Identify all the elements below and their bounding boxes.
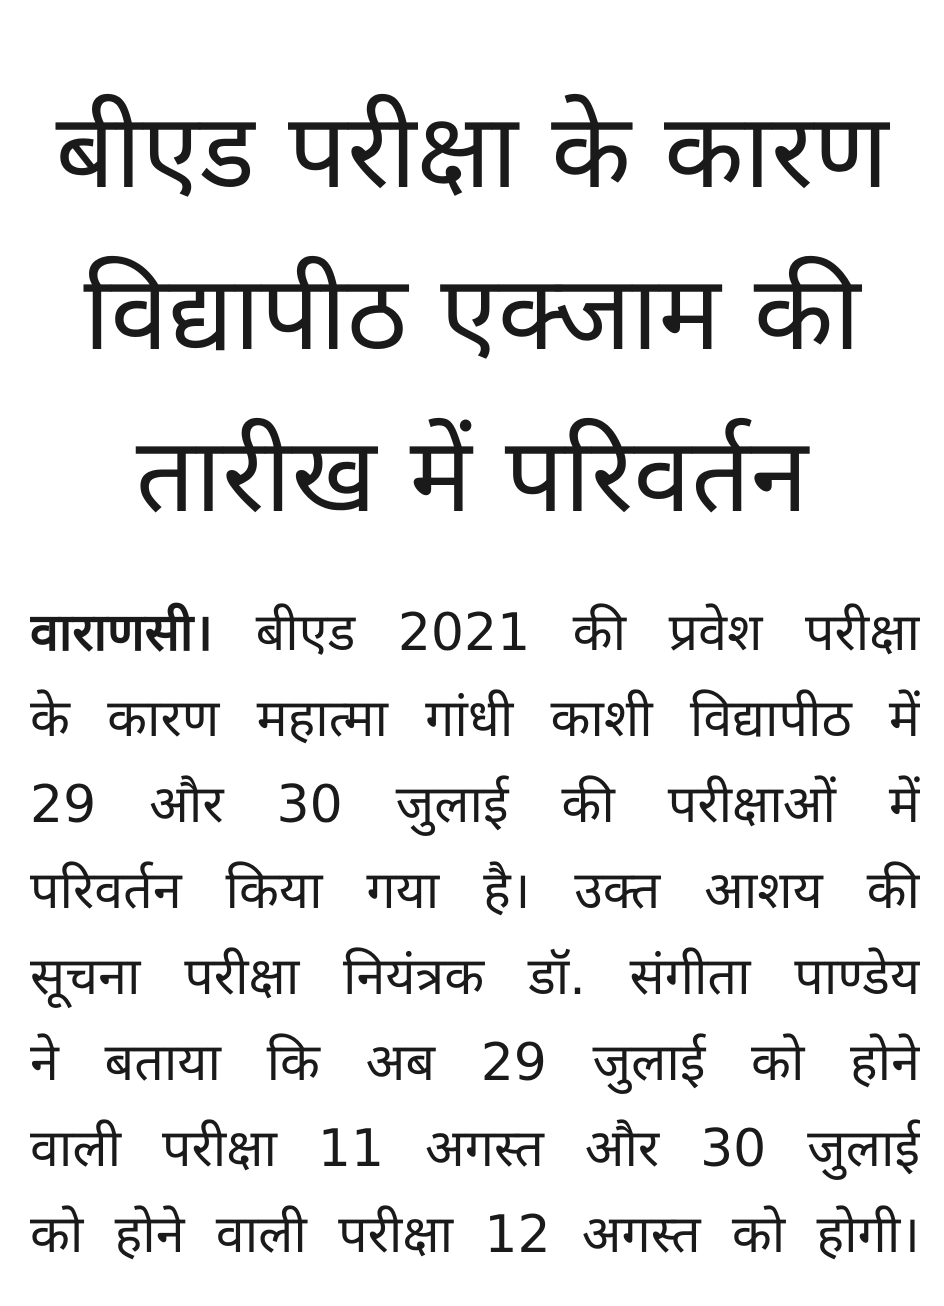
headline	[20, 70, 924, 556]
headline-line-2: विद्यापीठ एक्जाम की	[83, 252, 861, 374]
article-line-3: 29 और 30 जुलाई की परीक्षाओं में	[30, 775, 920, 835]
article-line-2: के कारण महात्मा गांधी काशी विद्यापीठ में	[30, 689, 920, 749]
dateline: वाराणसी।	[30, 603, 214, 663]
article-line-5: सूचना परीक्षा नियंत्रक डॉ. संगीता पाण्डेय	[30, 947, 920, 1007]
article-line-4: परिवर्तन किया गया है। उक्त आशय की	[30, 861, 920, 921]
article-body	[30, 590, 920, 1278]
article-line-6: ने बताया कि अब 29 जुलाई को होने	[30, 1033, 920, 1093]
article-line-8: को होने वाली परीक्षा 12 अगस्त को होगी।	[30, 1205, 920, 1265]
headline-line-1: बीएड परीक्षा के कारण	[55, 90, 889, 212]
article-line-1	[30, 590, 920, 676]
article-line-1-text: बीएड 2021 की प्रवेश परीक्षा	[213, 603, 920, 663]
headline-line-3: तारीख में परिवर्तन	[135, 414, 809, 536]
article-line-7: वाली परीक्षा 11 अगस्त और 30 जुलाई	[30, 1119, 920, 1179]
